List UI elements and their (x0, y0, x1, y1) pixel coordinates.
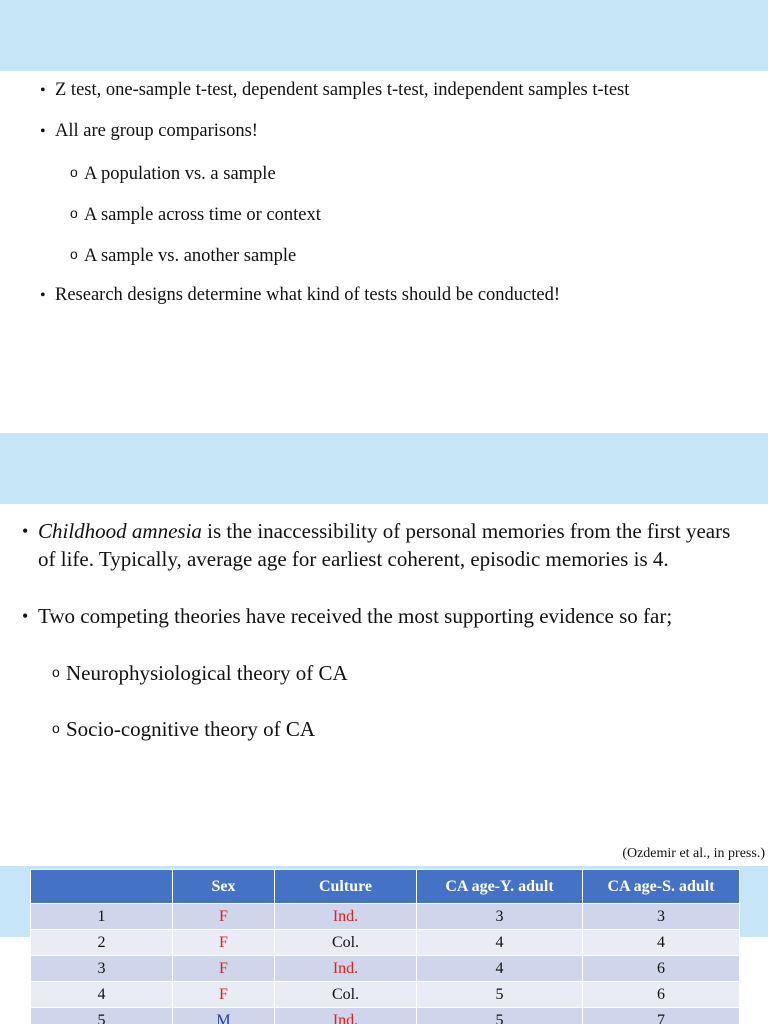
cell-ca-young: 4 (417, 956, 583, 982)
table-header-row (31, 870, 740, 904)
cell-ca-young: 5 (417, 982, 583, 1008)
cell-ca-senior: 6 (583, 956, 740, 982)
slide1-subbullet-3: o A sample vs. another sample (70, 243, 296, 267)
cell-sex: F (173, 930, 275, 956)
header-id (31, 870, 173, 904)
cell-ca-senior: 3 (583, 904, 740, 930)
table-row (31, 930, 740, 956)
bullet-circle-icon: o (70, 205, 78, 221)
term-childhood-amnesia: Childhood amnesia (38, 519, 202, 543)
cell-ca-senior: 7 (583, 1008, 740, 1024)
bullet-circle-icon: o (52, 664, 60, 680)
slide2-subbullet-2: o Socio-cognitive theory of CA (52, 714, 768, 743)
header-ca-age-senior: CA age-S. adult (583, 870, 740, 904)
bullet-circle-icon: o (52, 720, 60, 736)
cell-ca-young: 5 (417, 1008, 583, 1024)
bullet-dot-icon: • (40, 82, 46, 99)
slide2-bullet-2: • Two competing theories have received the most supporting evidence so far; (22, 604, 673, 628)
cell-culture: Col. (275, 930, 417, 956)
citation: (Ozdemir et al., in press.) (622, 846, 765, 861)
header-culture: Culture (275, 870, 417, 904)
slide1-bullet-2: • All are group comparisons! (40, 121, 258, 141)
table-row (31, 982, 740, 1008)
cell-ca-young: 3 (417, 904, 583, 930)
bullet-dot-icon: • (40, 123, 46, 140)
slide2-bullet-1: • Childhood amnesia is the inaccessibility of personal memories from the first years of life. Typically, average age for earliest coherent, episodic memories is 4. (22, 519, 731, 571)
table-row (31, 1008, 740, 1024)
bullet-dot-icon: • (22, 606, 29, 626)
participants-table (30, 869, 740, 1024)
header-ca-age-young: CA age-Y. adult (417, 870, 583, 904)
slide1-bullet-1: • Z test, one-sample t-test, dependent samples t-test, independent samples t-test (40, 80, 630, 100)
cell-id: 5 (31, 1008, 173, 1024)
cell-sex: F (173, 982, 275, 1008)
table-row (31, 956, 740, 982)
slide1-subbullet-2: o A sample across time or context (70, 202, 321, 226)
bullet-circle-icon: o (70, 246, 78, 262)
slide1-bullet-3: • Research designs determine what kind of tests should be conducted! (40, 285, 561, 305)
slide2-subbullet-1: o Neurophysiological theory of CA (52, 658, 768, 687)
cell-id: 3 (31, 956, 173, 982)
cell-sex: F (173, 956, 275, 982)
cell-id: 1 (31, 904, 173, 930)
slide1-title-band (0, 0, 768, 71)
table-row (31, 904, 740, 930)
header-sex: Sex (173, 870, 275, 904)
bullet-dot-icon: • (22, 521, 29, 541)
bullet-circle-icon: o (70, 164, 78, 180)
slide2-title-band (0, 433, 768, 504)
cell-culture: Col. (275, 982, 417, 1008)
cell-id: 4 (31, 982, 173, 1008)
cell-culture: Ind. (275, 1008, 417, 1024)
cell-sex: F (173, 904, 275, 930)
cell-culture: Ind. (275, 904, 417, 930)
cell-ca-senior: 6 (583, 982, 740, 1008)
cell-culture: Ind. (275, 956, 417, 982)
bullet-dot-icon: • (40, 287, 46, 304)
cell-ca-young: 4 (417, 930, 583, 956)
cell-ca-senior: 4 (583, 930, 740, 956)
cell-id: 2 (31, 930, 173, 956)
cell-sex: M (173, 1008, 275, 1024)
slide1-subbullet-1: o A population vs. a sample (70, 161, 276, 185)
